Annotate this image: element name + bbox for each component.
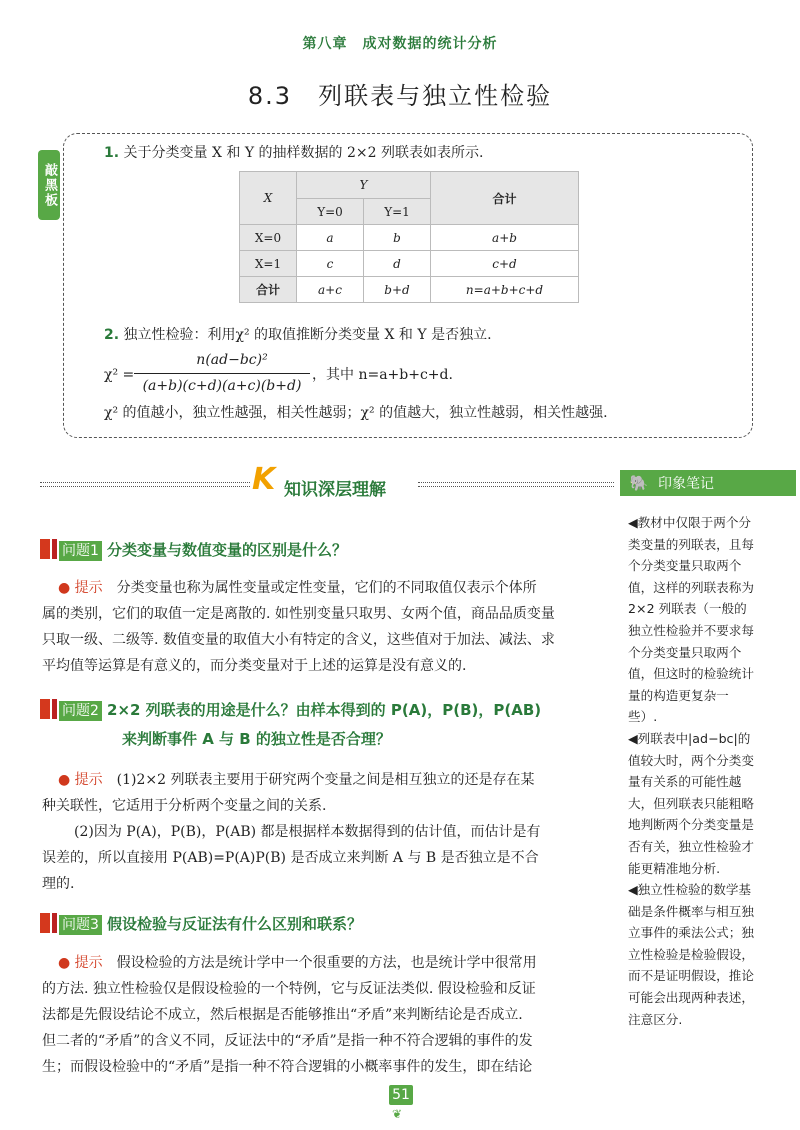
book-icon: [40, 913, 50, 933]
table-row: X=1 c d c+d: [240, 251, 579, 277]
board-item-2: [104, 323, 492, 347]
item-text: 独立性检验：利用χ² 的取值推断分类变量 X 和 Y 是否独立.: [123, 327, 492, 343]
board-conclusion: χ² 的值越小，独立性越强，相关性越弱；χ² 的值越大，独立性越弱，相关性越强.: [104, 405, 608, 421]
question-text: 假设检验与反证法有什么区别和联系？: [107, 915, 363, 933]
banner-rule-left: [40, 482, 250, 487]
side-notes-header: [620, 470, 796, 496]
table-row: X=0 a b a+b: [240, 225, 579, 251]
question-text: 分类变量与数值变量的区别是什么？: [107, 541, 348, 559]
table-header-y: Y: [297, 172, 431, 199]
formula-tail: ，其中 n=a+b+c+d.: [312, 367, 453, 383]
formula-numerator: n(ad−bc)²: [196, 352, 268, 368]
hint-label: 提示: [74, 772, 103, 788]
item-number: 1.: [104, 145, 120, 161]
question-1-answer: ● 提示 分类变量也称为属性变量或定性变量，它们的不同取值仅表示个体所 属的类别，它们的取值一定是离散的. 如性别变量只取男、女两个值，商品品质变量 只取一级、二级等. 数值变量的取值大小有特定的含义，这些值对于加法、减法、求 平均值等运算是有意义的，而分类变量对于上述的运算是没有意义的.: [42, 580, 555, 674]
side-notes-title: 印象笔记: [658, 476, 714, 492]
question-2-answer: ● 提示 (1)2×2 列联表主要用于研究两个变量之间是相互独立的还是存在某 种关联性，它适用于分析两个变量之间的关系. (2)因为 P(A)，P(B)，P(AB) 都是根据样本数据得到的估计值，而估计是有 误差的，所以直接用 P(AB)=P(A)P(B) 是否成立来判断 A 与 B 是否独立是不合 理的.: [42, 772, 541, 892]
board-item-1: [104, 141, 483, 165]
side-note: ◀列联表中|ad−bc|的值较大时，两个分类变量有关系的可能性越大，但列联表只能粗略地判断两个分类变量是否有关，独立性检验才能更精准地分析.: [628, 730, 754, 876]
question-3-answer: ● 提示 假设检验的方法是统计学中一个很重要的方法，也是统计学中很常用 的方法. 独立性检验仅是假设检验的一个特例，它与反证法类似. 假设检验和反证 法都是先假设结论不成立，然后根据是否能够推出“矛盾”来判断结论是否成立. 但二者的“矛盾”的含义不同，反证法中的“矛盾”是指一种不符合逻辑的事件的发 生；而假设检验中的“矛盾”是指一种不符合逻辑的小概率事件的发生，即在结论: [42, 955, 537, 1075]
hint-label: 提示: [74, 580, 103, 596]
banner-title: 知识深层理解: [284, 480, 386, 500]
side-note: ◀教材中仅限于两个分类变量的列联表，且每个分类变量只取两个值，这样的列联表称为 2×2 列联表（一般的独立性检验并不要求每个分类变量只取两个值，但这时的检验统计量的构造更复杂一些）.: [628, 515, 754, 725]
formula-lhs: χ² =: [104, 367, 135, 383]
formula-denominator: (a+b)(c+d)(a+c)(b+d): [142, 378, 302, 394]
chapter-header: 第八章 成对数据的统计分析: [302, 36, 498, 52]
bird-icon: ❦: [392, 1107, 403, 1121]
pepper-icon: ●: [58, 772, 71, 788]
contingency-table: [239, 171, 579, 303]
table-header-y1: Y=1: [364, 199, 431, 225]
table-header-total: 合计: [431, 172, 579, 225]
question-text: 2×2 列联表的用途是什么？由样本得到的 P(A)，P(B)，P(AB): [107, 701, 542, 719]
hint-label: 提示: [74, 955, 103, 971]
elephant-icon: 🐘: [629, 474, 649, 492]
book-icon: [40, 699, 50, 719]
table-header-y0: Y=0: [297, 199, 364, 225]
pepper-icon: ●: [58, 955, 71, 971]
side-note: ◀独立性检验的数学基础是条件概率与相互独立事件的乘法公式；独立性检验是检验假设，而不是证明假设，推论可能会出现两种表述，注意区分.: [628, 882, 754, 1027]
board-tab-label: 敲黑板: [38, 150, 60, 220]
item-number: 2.: [104, 327, 120, 343]
question-tag: 问题3: [59, 915, 102, 935]
question-1-heading: [40, 539, 347, 559]
question-3-heading: [40, 913, 362, 933]
question-tag: 问题2: [59, 701, 102, 721]
side-notes: [628, 512, 756, 1030]
pepper-icon: ●: [58, 580, 71, 596]
k-logo: K: [252, 462, 276, 497]
table-row: 合计 a+c b+d n=a+b+c+d: [240, 277, 579, 303]
item-text: 关于分类变量 X 和 Y 的抽样数据的 2×2 列联表如表所示.: [123, 145, 484, 161]
page-number: 51: [389, 1085, 413, 1105]
table-header-x: X: [240, 172, 297, 225]
question-tag: 问题1: [59, 541, 102, 561]
question-2-line-2: 来判断事件 A 与 B 的独立性是否合理？: [122, 730, 391, 748]
question-2-heading: [40, 699, 541, 719]
banner-rule-right: [418, 482, 614, 487]
section-title: 8.3 列联表与独立性检验: [247, 82, 553, 110]
book-icon: [40, 539, 50, 559]
